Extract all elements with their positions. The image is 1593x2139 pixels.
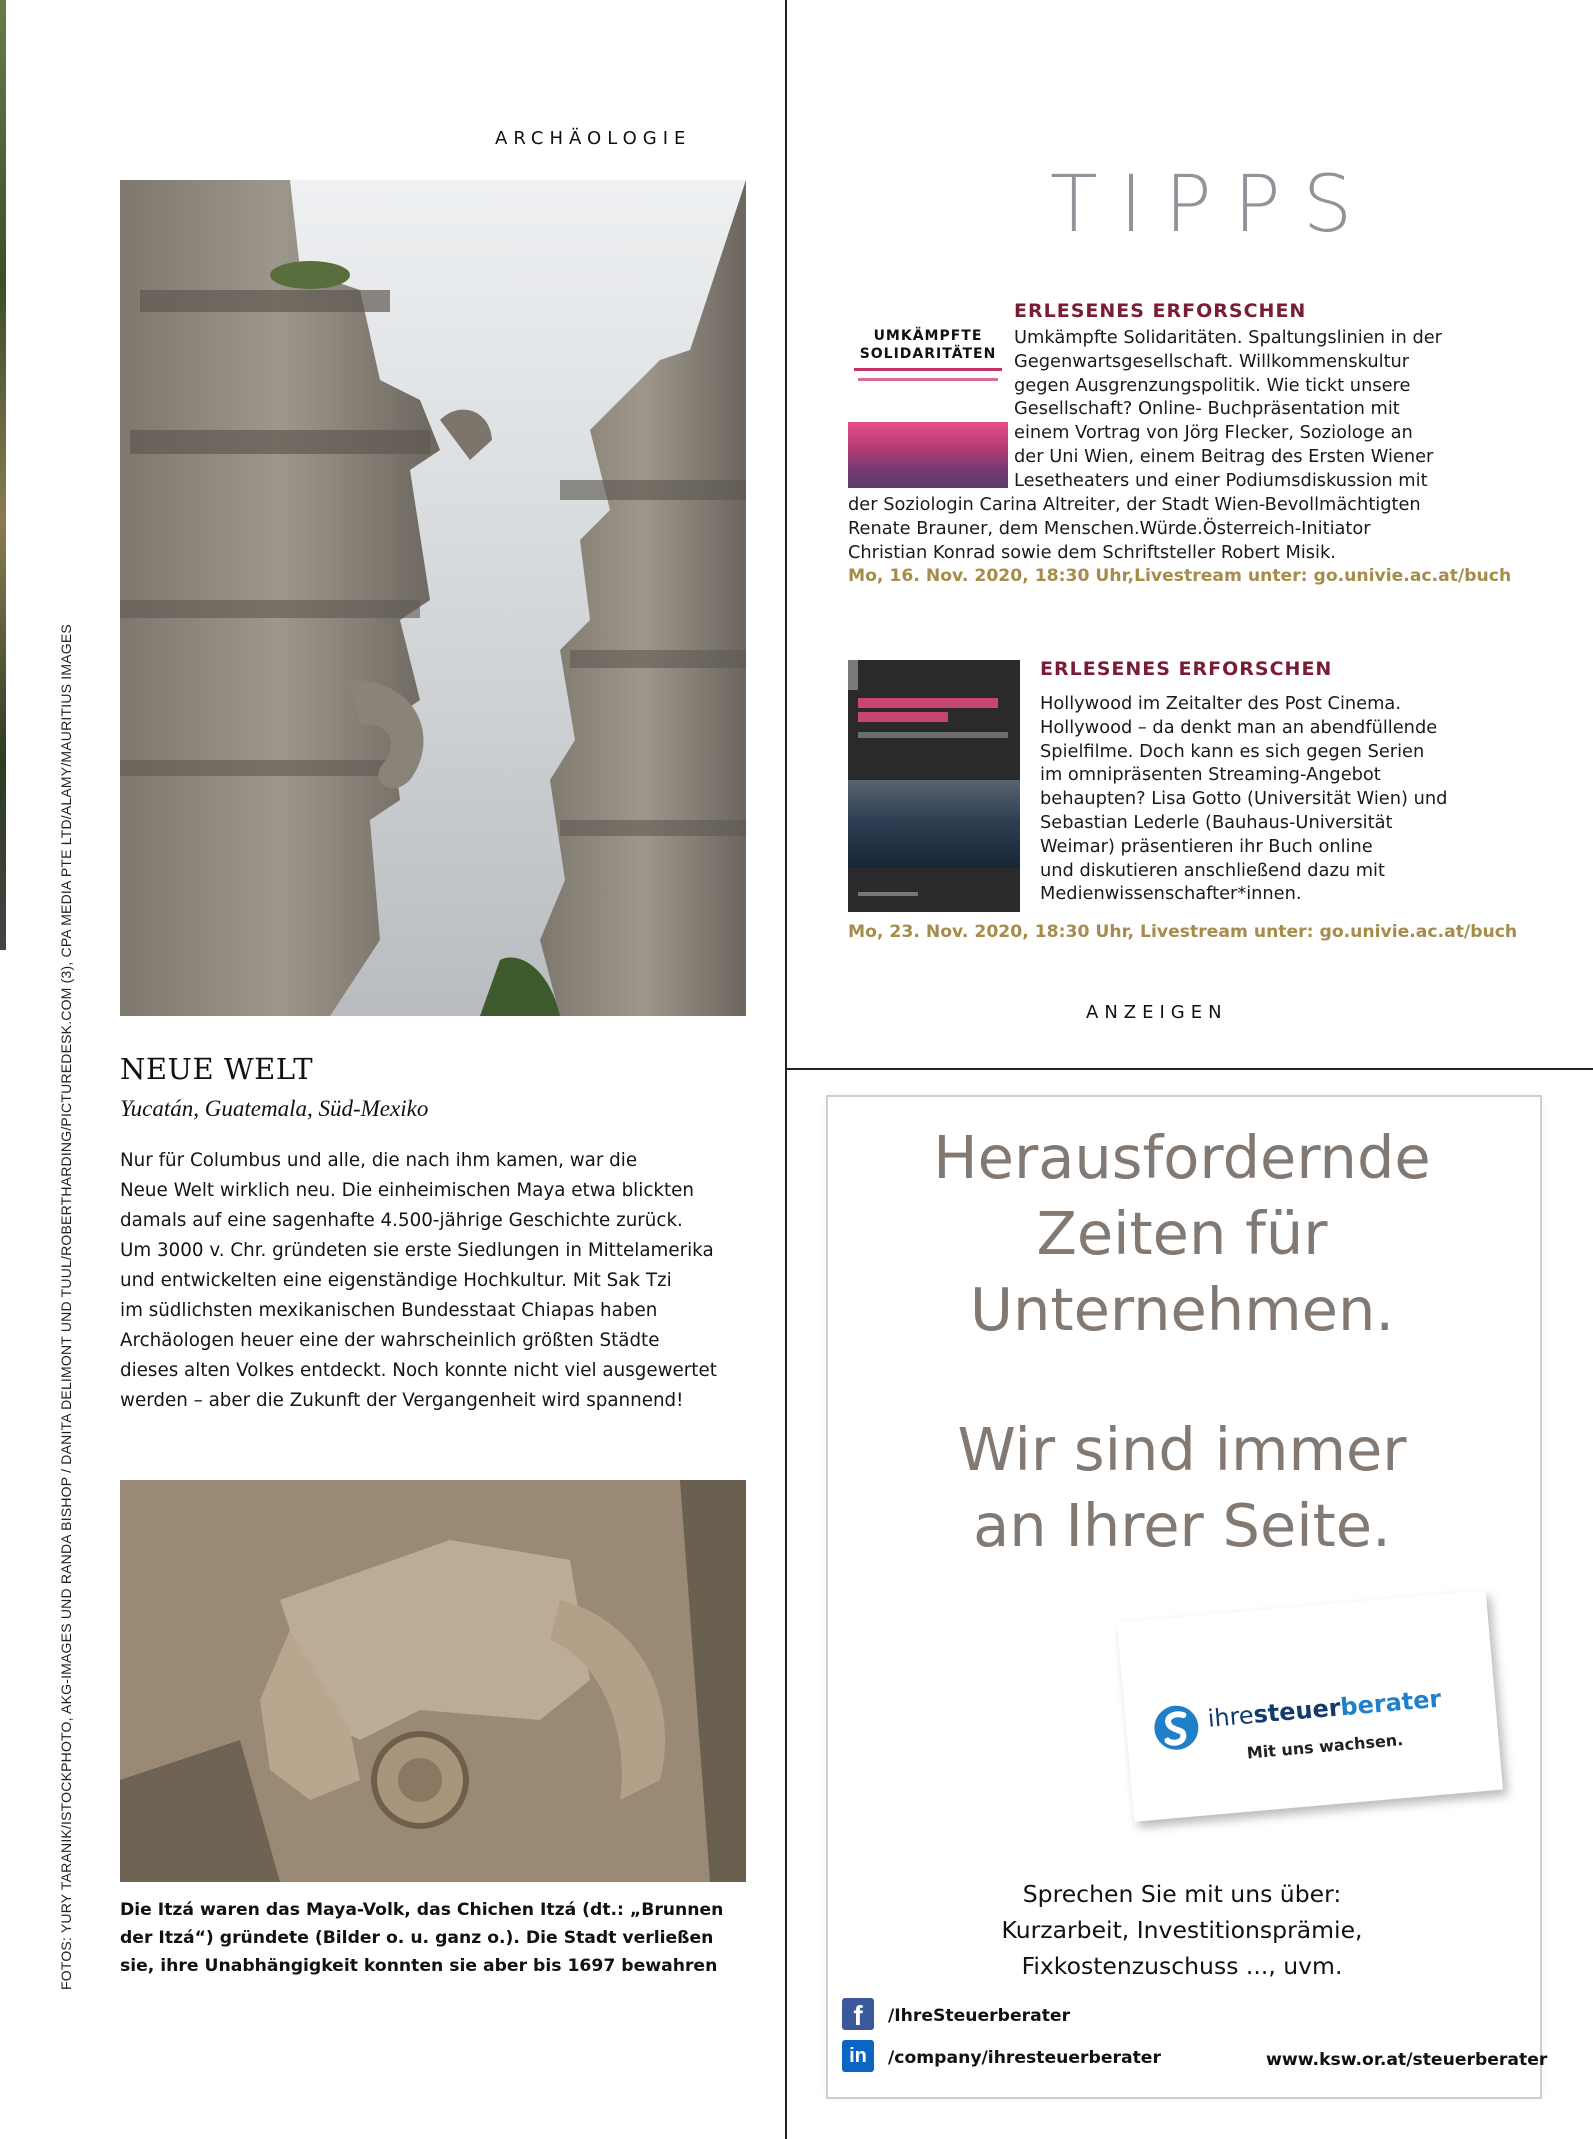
book-cover-subtitle-bar (858, 378, 998, 381)
article-body-line: dieses alten Volkes entdeckt. Noch konnte nicht viel ausgewertet (120, 1360, 717, 1381)
tip-1-line: Gegenwartsgesellschaft. Willkommenskultur (1014, 350, 1410, 372)
advert-headline-line: Zeiten für (1036, 1199, 1328, 1268)
advert-headline (826, 1120, 1538, 1348)
book-cover-subtitle-bar (858, 732, 1008, 738)
photo-credits-text: FOTOS: YURY TARANIK/ISTOCKPHOTO, AKG-IMAGES UND RANDA BISHOP / DANITA DELIMONT UND TUUL/ROBERTHARDING/PICTUREDESK.COM (3), CPA MEDIA PTE LTD/ALAMY/MAURITIUS IMAGES (58, 624, 74, 1990)
tip-1-line: einem Vortrag von Jörg Flecker, Soziologe an (1014, 422, 1413, 444)
linkedin-handle-link[interactable]: /company/ihresteuerberater (888, 2048, 1161, 2068)
tip-2-date: Mo, 23. Nov. 2020, 18:30 Uhr, Livestream unter: go.univie.ac.at/buch (848, 922, 1518, 942)
tip-2-line: Hollywood – da denkt man an abendfüllende (1040, 716, 1438, 738)
tip-2-line: und diskutieren anschließend dazu mit (1040, 859, 1385, 881)
facebook-icon[interactable]: f (842, 1998, 874, 2030)
advert-topics (826, 1876, 1538, 1984)
maya-relief-illustration (120, 1480, 746, 1882)
article-body (120, 1146, 750, 1416)
caption-line: Die Itzá waren das Maya-Volk, das Chichen Itzá (dt.: „Brunnen (120, 1900, 724, 1920)
tip-1-line: der Uni Wien, einem Beitrag des Ersten Wiener (1014, 445, 1434, 467)
advert-logo-wordmark (1207, 1685, 1443, 1733)
previous-page-edge-strip (0, 0, 6, 950)
logo-prefix: ihre (1206, 1701, 1255, 1733)
logo-berater: berater (1339, 1684, 1443, 1722)
relief-caption (120, 1896, 760, 1980)
article-subtitle: Yucatán, Guatemala, Süd-Mexiko (120, 1096, 429, 1121)
tip-1-line: Gesellschaft? Online- Buchpräsentation mit (1014, 398, 1400, 420)
tip-2-line: Sebastian Lederle (Bauhaus-Universität (1040, 811, 1393, 833)
advert-subline-line: Wir sind immer (957, 1415, 1407, 1484)
linkedin-icon[interactable]: in (842, 2040, 874, 2072)
advert-headline-line: Herausfordernde (933, 1123, 1431, 1192)
photo-credits (48, 624, 78, 1990)
caption-line: sie, ihre Unabhängigkeit konnten sie aber bis 1697 bewahren (120, 1956, 718, 1976)
article-body-line: Nur für Columbus und alle, die nach ihm kamen, war die (120, 1150, 638, 1171)
tips-heading: TIPPS (1050, 160, 1375, 250)
book-cover-title-line: UMKÄMPFTE (873, 328, 983, 344)
maya-temple-photo (120, 180, 746, 1016)
tip-1-line: Umkämpfte Solidaritäten. Spaltungslinien in der (1014, 327, 1442, 348)
tip-1-title: ERLESENES ERFORSCHEN (1014, 300, 1307, 322)
tip-1-date: Mo, 16. Nov. 2020, 18:30 Uhr,Livestream unter: go.univie.ac.at/buch (848, 566, 1512, 586)
book-cover-title-line: SOLIDARITÄTEN (859, 346, 997, 362)
caption-line: der Itzá“) gründete (Bilder o. u. ganz o.). Die Stadt verließen (120, 1928, 714, 1948)
advert-logo-card[interactable] (1117, 1590, 1503, 1821)
advert-logo-slogan: Mit uns wachsen. (1246, 1730, 1404, 1763)
tips-ad-divider (785, 1068, 1593, 1070)
article-title: NEUE WELT (120, 1052, 314, 1086)
advert-url-link[interactable]: www.ksw.or.at/steuerberater (1266, 2050, 1548, 2070)
tip-1-text-wrap (1014, 326, 1442, 493)
article-body-line: werden – aber die Zukunft der Vergangenheit wird spannend! (120, 1390, 684, 1411)
article-body-line: und entwickelten eine eigenständige Hochkultur. Mit Sak Tzi (120, 1270, 672, 1291)
advert-subline (826, 1412, 1538, 1564)
book-cover-marker (848, 660, 858, 690)
book-cover-title-art (858, 696, 1008, 724)
tip-2-line: Spielfilme. Doch kann es sich gegen Serien (1040, 740, 1425, 762)
steuerberater-logo-icon (1150, 1702, 1202, 1754)
book-cover-hollywood (848, 660, 1020, 912)
advert-headline-line: Unternehmen. (969, 1275, 1395, 1344)
facebook-handle-link[interactable]: /IhreSteuerberater (888, 2006, 1071, 2026)
book-cover-crowd-image (848, 422, 1008, 488)
tip-1-line: Lesetheaters und einer Podiumsdiskussion mit (1014, 469, 1428, 491)
tip-2-line: behaupten? Lisa Gotto (Universität Wien) und (1040, 788, 1448, 810)
advert-subline-line: an Ihrer Seite. (973, 1491, 1391, 1560)
advert-topics-line: Kurzarbeit, Investitionsprämie, (1001, 1916, 1363, 1944)
tip-2-line: Hollywood im Zeitalter des Post Cinema. (1040, 693, 1401, 714)
book-cover-stadium-image (848, 780, 1020, 868)
tip-1-line: Christian Konrad sowie dem Schriftsteller Robert Misik. (848, 541, 1336, 563)
tip-2-line: im omnipräsenten Streaming-Angebot (1040, 764, 1381, 786)
column-divider (785, 0, 787, 2139)
tip-2-title: ERLESENES ERFORSCHEN (1040, 658, 1333, 680)
logo-steuer: steuer (1252, 1693, 1342, 1729)
tip-1-line: gegen Ausgrenzungspolitik. Wie tickt unsere (1014, 374, 1411, 396)
tip-2-line: Medienwissenschafter*innen. (1040, 883, 1302, 905)
article-body-line: im südlichsten mexikanischen Bundesstaat Chiapas haben (120, 1300, 658, 1321)
tip-2-text-wrap (1040, 692, 1447, 906)
maya-temple-illustration (120, 180, 746, 1016)
article-body-line: damals auf eine sagenhafte 4.500-jährige Geschichte zurück. (120, 1210, 683, 1231)
book-cover-solidaritaeten (848, 322, 1008, 488)
book-cover-publisher-bar (858, 892, 918, 896)
advert-topics-line: Sprechen Sie mit uns über: (1022, 1880, 1342, 1908)
article-body-line: Archäologen heuer eine der wahrscheinlich größten Städte (120, 1330, 660, 1351)
article-body-line: Neue Welt wirklich neu. Die einheimischen Maya etwa blickten (120, 1180, 694, 1201)
advert-topics-line: Fixkostenzuschuss ..., uvm. (1021, 1952, 1343, 1980)
maya-relief-photo (120, 1480, 746, 1882)
tip-1-line: Renate Brauner, dem Menschen.Würde.Österreich-Initiator (848, 517, 1371, 539)
section-label: ARCHÄOLOGIE (495, 128, 692, 149)
ads-label: ANZEIGEN (1086, 1002, 1228, 1023)
book-cover-subtitle-bar (854, 368, 1002, 371)
tip-1-text-wrap-full (848, 493, 1421, 564)
tip-2-line: Weimar) präsentieren ihr Buch online (1040, 835, 1373, 857)
article-body-line: Um 3000 v. Chr. gründeten sie erste Siedlungen in Mittelamerika (120, 1240, 714, 1261)
tip-1-line: der Soziologin Carina Altreiter, der Stadt Wien-Bevollmächtigten (848, 494, 1421, 515)
